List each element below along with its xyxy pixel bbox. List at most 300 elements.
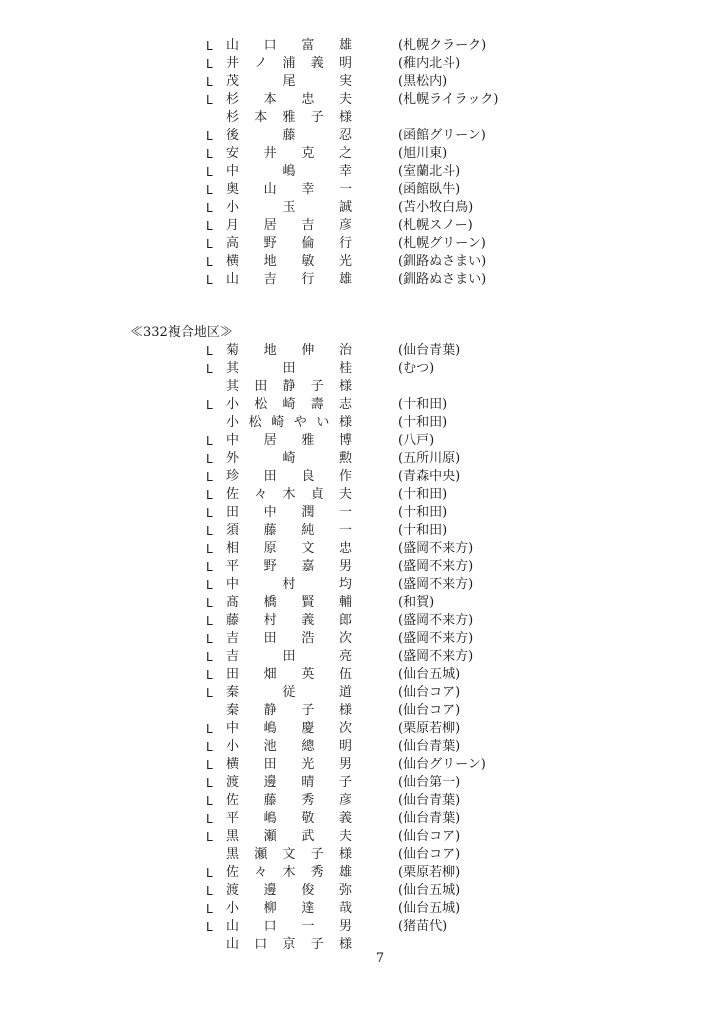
member-prefix: L bbox=[206, 596, 213, 610]
member-club: (仙台コア) bbox=[398, 703, 461, 718]
member-row bbox=[0, 432, 725, 450]
name-character: 居 bbox=[263, 218, 277, 233]
member-prefix: L bbox=[206, 668, 213, 682]
member-club: (盛岡不来方) bbox=[398, 613, 474, 628]
member-row bbox=[0, 396, 725, 414]
member-name bbox=[226, 756, 352, 774]
member-name bbox=[226, 360, 352, 378]
page-number: 7 bbox=[375, 951, 385, 966]
name-character: 富 bbox=[301, 38, 315, 53]
member-prefix: L bbox=[206, 147, 213, 161]
name-character: 後 bbox=[226, 128, 240, 143]
name-character: 佐 bbox=[226, 487, 240, 502]
member-club: (札幌グリーン) bbox=[398, 236, 486, 251]
name-character: 誠 bbox=[338, 200, 352, 215]
member-row bbox=[0, 91, 725, 109]
member-prefix: L bbox=[206, 830, 213, 844]
name-character: 原 bbox=[263, 541, 277, 556]
member-name bbox=[226, 648, 352, 666]
name-character: 光 bbox=[301, 757, 315, 772]
member-name bbox=[226, 630, 352, 648]
member-prefix: L bbox=[206, 884, 213, 898]
name-character: 文 bbox=[282, 847, 296, 862]
name-character: 本 bbox=[254, 110, 268, 125]
name-character: 輔 bbox=[338, 595, 352, 610]
name-character: 静 bbox=[263, 703, 277, 718]
member-row bbox=[0, 810, 725, 828]
member-prefix: L bbox=[206, 776, 213, 790]
member-club: (盛岡不来方) bbox=[398, 559, 474, 574]
member-club: (釧路ぬさまい) bbox=[398, 254, 487, 269]
name-character: 口 bbox=[263, 38, 277, 53]
member-name bbox=[226, 702, 352, 720]
name-character: 文 bbox=[301, 541, 315, 556]
member-club: (猪苗代) bbox=[398, 919, 448, 934]
member-club: (仙台グリーン) bbox=[398, 757, 486, 772]
member-prefix: L bbox=[206, 542, 213, 556]
member-prefix: L bbox=[206, 434, 213, 448]
name-character: 小 bbox=[226, 901, 240, 916]
member-club: (仙台青葉) bbox=[398, 793, 461, 808]
name-character: 雅 bbox=[301, 433, 315, 448]
member-row bbox=[0, 145, 725, 163]
member-club: (栗原若柳) bbox=[398, 865, 461, 880]
member-row bbox=[0, 900, 725, 918]
member-row bbox=[0, 163, 725, 181]
name-character: 達 bbox=[301, 901, 315, 916]
name-character: 木 bbox=[282, 865, 296, 880]
name-character: 々 bbox=[254, 487, 268, 502]
member-prefix: L bbox=[206, 524, 213, 538]
member-name bbox=[226, 109, 352, 127]
name-character: 野 bbox=[263, 559, 277, 574]
name-character: 俊 bbox=[301, 883, 315, 898]
member-row bbox=[0, 720, 725, 738]
name-character: 崎 bbox=[282, 451, 296, 466]
member-row bbox=[0, 486, 725, 504]
name-character: 様 bbox=[338, 379, 352, 394]
name-character: 嶋 bbox=[263, 811, 277, 826]
name-character: 田 bbox=[254, 379, 268, 394]
member-name bbox=[226, 414, 352, 432]
member-name bbox=[226, 522, 352, 540]
member-prefix: L bbox=[206, 165, 213, 179]
member-name bbox=[226, 918, 352, 936]
name-character: 黒 bbox=[226, 847, 240, 862]
name-character: 純 bbox=[301, 523, 315, 538]
member-name bbox=[226, 864, 352, 882]
name-character: 小 bbox=[226, 200, 240, 215]
name-character: 貞 bbox=[310, 487, 324, 502]
name-character: 雄 bbox=[338, 865, 352, 880]
name-character: 雄 bbox=[338, 272, 352, 287]
member-prefix: L bbox=[206, 920, 213, 934]
member-prefix: L bbox=[206, 398, 213, 412]
member-row bbox=[0, 235, 725, 253]
member-club: (盛岡不来方) bbox=[398, 577, 474, 592]
member-prefix: L bbox=[206, 129, 213, 143]
name-character: 哉 bbox=[338, 901, 352, 916]
name-character: 茂 bbox=[226, 74, 240, 89]
name-character: 夫 bbox=[338, 487, 352, 502]
name-character: 行 bbox=[338, 236, 352, 251]
name-character: 浦 bbox=[282, 56, 296, 71]
name-character: 義 bbox=[301, 613, 315, 628]
member-prefix: L bbox=[206, 650, 213, 664]
member-name bbox=[226, 900, 352, 918]
name-character: 子 bbox=[310, 110, 324, 125]
name-character: 小 bbox=[226, 415, 240, 430]
name-character: 夫 bbox=[338, 92, 352, 107]
name-character: 均 bbox=[338, 577, 352, 592]
member-club: (室蘭北斗) bbox=[398, 164, 461, 179]
member-row bbox=[0, 450, 725, 468]
name-character: い bbox=[316, 415, 330, 430]
member-club: (八戸) bbox=[398, 433, 435, 448]
member-row bbox=[0, 918, 725, 936]
member-club: (盛岡不来方) bbox=[398, 649, 474, 664]
member-prefix: L bbox=[206, 219, 213, 233]
name-character: 邊 bbox=[263, 775, 277, 790]
name-character: 彦 bbox=[338, 218, 352, 233]
name-character: 郎 bbox=[338, 613, 352, 628]
member-club: (函館臥牛) bbox=[398, 182, 461, 197]
member-row bbox=[0, 828, 725, 846]
member-prefix: L bbox=[206, 470, 213, 484]
name-character: 居 bbox=[263, 433, 277, 448]
member-name bbox=[226, 450, 352, 468]
member-club: (函館グリーン) bbox=[398, 128, 486, 143]
name-character: 地 bbox=[263, 343, 277, 358]
member-prefix: L bbox=[206, 812, 213, 826]
member-club: (十和田) bbox=[398, 415, 448, 430]
name-character: 子 bbox=[310, 379, 324, 394]
member-row bbox=[0, 774, 725, 792]
member-name bbox=[226, 145, 352, 163]
member-club: (栗原若柳) bbox=[398, 721, 461, 736]
member-prefix: L bbox=[206, 452, 213, 466]
name-character: 崎 bbox=[271, 415, 285, 430]
member-row bbox=[0, 522, 725, 540]
name-character: 道 bbox=[338, 685, 352, 700]
member-club: (盛岡不来方) bbox=[398, 631, 474, 646]
name-character: 吉 bbox=[226, 631, 240, 646]
name-character: 須 bbox=[226, 523, 240, 538]
member-row bbox=[0, 271, 725, 289]
name-character: 野 bbox=[263, 236, 277, 251]
name-character: 雄 bbox=[338, 38, 352, 53]
name-character: 義 bbox=[310, 56, 324, 71]
name-character: 敬 bbox=[301, 811, 315, 826]
name-character: 次 bbox=[338, 721, 352, 736]
name-character: 明 bbox=[338, 56, 352, 71]
name-character: 中 bbox=[226, 433, 240, 448]
name-character: 彦 bbox=[338, 793, 352, 808]
name-character: 黒 bbox=[226, 829, 240, 844]
member-club: (青森中央) bbox=[398, 469, 461, 484]
member-name bbox=[226, 199, 352, 217]
name-character: 渡 bbox=[226, 883, 240, 898]
name-character: 横 bbox=[226, 757, 240, 772]
name-character: 克 bbox=[301, 146, 315, 161]
name-character: 菊 bbox=[226, 343, 240, 358]
member-name bbox=[226, 91, 352, 109]
name-character: 様 bbox=[338, 415, 352, 430]
member-name bbox=[226, 253, 352, 271]
name-character: 様 bbox=[338, 703, 352, 718]
name-character: 伍 bbox=[338, 667, 352, 682]
member-name bbox=[226, 73, 352, 91]
name-character: 之 bbox=[338, 146, 352, 161]
member-row bbox=[0, 199, 725, 217]
member-row bbox=[0, 558, 725, 576]
member-name bbox=[226, 127, 352, 145]
name-character: 井 bbox=[226, 56, 240, 71]
member-name bbox=[226, 792, 352, 810]
name-character: 山 bbox=[226, 919, 240, 934]
member-prefix: L bbox=[206, 902, 213, 916]
member-prefix: L bbox=[206, 57, 213, 71]
name-character: 様 bbox=[338, 110, 352, 125]
member-name bbox=[226, 396, 352, 414]
member-prefix: L bbox=[206, 75, 213, 89]
name-character: 小 bbox=[226, 397, 240, 412]
name-character: 佐 bbox=[226, 865, 240, 880]
member-row bbox=[0, 684, 725, 702]
name-character: 忠 bbox=[301, 92, 315, 107]
name-character: 杉 bbox=[226, 110, 240, 125]
member-row bbox=[0, 792, 725, 810]
member-prefix: L bbox=[206, 578, 213, 592]
name-character: 様 bbox=[338, 847, 352, 862]
member-name bbox=[226, 378, 352, 396]
member-prefix: L bbox=[206, 201, 213, 215]
member-club: (十和田) bbox=[398, 523, 448, 538]
name-character: 松 bbox=[254, 397, 268, 412]
name-character: 亮 bbox=[338, 649, 352, 664]
name-character: 柳 bbox=[263, 901, 277, 916]
name-character: 相 bbox=[226, 541, 240, 556]
name-character: 壽 bbox=[310, 397, 324, 412]
name-character: 幸 bbox=[338, 164, 352, 179]
member-club: (むつ) bbox=[398, 361, 435, 376]
member-club: (仙台五城) bbox=[398, 667, 461, 682]
name-character: 次 bbox=[338, 631, 352, 646]
name-character: 其 bbox=[226, 379, 240, 394]
name-character: 邊 bbox=[263, 883, 277, 898]
member-club: (仙台五城) bbox=[398, 883, 461, 898]
name-character: 従 bbox=[282, 685, 296, 700]
name-character: 男 bbox=[338, 757, 352, 772]
member-row bbox=[0, 702, 725, 720]
member-name bbox=[226, 217, 352, 235]
member-name bbox=[226, 468, 352, 486]
name-character: 明 bbox=[338, 739, 352, 754]
member-prefix: L bbox=[206, 255, 213, 269]
member-row bbox=[0, 360, 725, 378]
name-character: 吉 bbox=[263, 272, 277, 287]
member-prefix: L bbox=[206, 344, 213, 358]
name-character: 田 bbox=[263, 469, 277, 484]
member-row bbox=[0, 648, 725, 666]
name-character: 嶋 bbox=[263, 721, 277, 736]
name-character: 池 bbox=[263, 739, 277, 754]
member-row bbox=[0, 55, 725, 73]
name-character: 藤 bbox=[282, 128, 296, 143]
member-name bbox=[226, 342, 352, 360]
name-character: 田 bbox=[226, 667, 240, 682]
member-row bbox=[0, 612, 725, 630]
name-character: 瀬 bbox=[263, 829, 277, 844]
name-character: 一 bbox=[301, 919, 315, 934]
member-prefix: L bbox=[206, 560, 213, 574]
member-row bbox=[0, 738, 725, 756]
member-club: (盛岡不来方) bbox=[398, 541, 474, 556]
name-character: 京 bbox=[282, 937, 296, 952]
name-character: 吉 bbox=[226, 649, 240, 664]
name-character: 男 bbox=[338, 919, 352, 934]
name-character: 外 bbox=[226, 451, 240, 466]
member-name bbox=[226, 540, 352, 558]
name-character: や bbox=[293, 415, 307, 430]
name-character: 月 bbox=[226, 218, 240, 233]
member-row bbox=[0, 540, 725, 558]
member-club: (旭川東) bbox=[398, 146, 448, 161]
name-character: 高 bbox=[226, 236, 240, 251]
member-prefix: L bbox=[206, 632, 213, 646]
name-character: 田 bbox=[282, 361, 296, 376]
member-club: (苫小牧白鳥) bbox=[398, 200, 474, 215]
member-row bbox=[0, 666, 725, 684]
name-character: 總 bbox=[301, 739, 315, 754]
name-character: 潤 bbox=[301, 505, 315, 520]
member-row bbox=[0, 342, 725, 360]
name-character: 髙 bbox=[226, 595, 240, 610]
member-name bbox=[226, 882, 352, 900]
member-club: (十和田) bbox=[398, 505, 448, 520]
name-character: 忠 bbox=[338, 541, 352, 556]
member-prefix: L bbox=[206, 614, 213, 628]
name-character: 晴 bbox=[301, 775, 315, 790]
member-row bbox=[0, 630, 725, 648]
member-row bbox=[0, 882, 725, 900]
member-name bbox=[226, 271, 352, 289]
member-row bbox=[0, 73, 725, 91]
name-character: 夫 bbox=[338, 829, 352, 844]
member-name bbox=[226, 55, 352, 73]
name-character: 忍 bbox=[338, 128, 352, 143]
member-club: (黒松内) bbox=[398, 74, 448, 89]
name-character: 井 bbox=[263, 146, 277, 161]
name-character: 嘉 bbox=[301, 559, 315, 574]
name-character: 村 bbox=[263, 613, 277, 628]
name-character: 山 bbox=[226, 937, 240, 952]
name-character: 行 bbox=[301, 272, 315, 287]
member-name bbox=[226, 486, 352, 504]
name-character: 橋 bbox=[263, 595, 277, 610]
name-character: 子 bbox=[301, 703, 315, 718]
member-club: (仙台青葉) bbox=[398, 343, 461, 358]
name-character: 田 bbox=[263, 757, 277, 772]
name-character: 博 bbox=[338, 433, 352, 448]
name-character: ノ bbox=[254, 56, 268, 71]
member-row bbox=[0, 414, 725, 432]
name-character: 弥 bbox=[338, 883, 352, 898]
name-character: 志 bbox=[338, 397, 352, 412]
member-prefix: L bbox=[206, 866, 213, 880]
member-row bbox=[0, 756, 725, 774]
member-name bbox=[226, 684, 352, 702]
member-club: (仙台青葉) bbox=[398, 811, 461, 826]
member-row bbox=[0, 864, 725, 882]
member-row bbox=[0, 37, 725, 55]
member-name bbox=[226, 163, 352, 181]
member-row bbox=[0, 378, 725, 396]
member-row bbox=[0, 846, 725, 864]
name-character: 口 bbox=[263, 919, 277, 934]
name-character: 子 bbox=[310, 847, 324, 862]
name-character: 賢 bbox=[301, 595, 315, 610]
name-character: 伸 bbox=[301, 343, 315, 358]
name-character: 尾 bbox=[282, 74, 296, 89]
name-character: 山 bbox=[226, 272, 240, 287]
name-character: 光 bbox=[338, 254, 352, 269]
member-name bbox=[226, 181, 352, 199]
member-prefix: L bbox=[206, 39, 213, 53]
name-character: 英 bbox=[301, 667, 315, 682]
name-character: 秀 bbox=[310, 865, 324, 880]
name-character: 平 bbox=[226, 811, 240, 826]
member-row bbox=[0, 576, 725, 594]
name-character: 々 bbox=[254, 865, 268, 880]
member-row bbox=[0, 594, 725, 612]
member-name bbox=[226, 828, 352, 846]
name-character: 山 bbox=[263, 182, 277, 197]
name-character: 珍 bbox=[226, 469, 240, 484]
name-character: 山 bbox=[226, 38, 240, 53]
name-character: 藤 bbox=[263, 523, 277, 538]
member-name bbox=[226, 720, 352, 738]
name-character: 嶋 bbox=[282, 164, 296, 179]
member-name bbox=[226, 774, 352, 792]
member-row bbox=[0, 217, 725, 235]
name-character: 武 bbox=[301, 829, 315, 844]
name-character: 男 bbox=[338, 559, 352, 574]
name-character: 一 bbox=[338, 182, 352, 197]
name-character: 様 bbox=[338, 937, 352, 952]
member-prefix: L bbox=[206, 722, 213, 736]
name-character: 雅 bbox=[282, 110, 296, 125]
member-prefix: L bbox=[206, 93, 213, 107]
name-character: 一 bbox=[338, 505, 352, 520]
name-character: 浩 bbox=[301, 631, 315, 646]
name-character: 杉 bbox=[226, 92, 240, 107]
name-character: 藤 bbox=[263, 793, 277, 808]
member-name bbox=[226, 738, 352, 756]
name-character: 藤 bbox=[226, 613, 240, 628]
member-prefix: L bbox=[206, 506, 213, 520]
name-character: 子 bbox=[310, 937, 324, 952]
name-character: 奥 bbox=[226, 182, 240, 197]
name-character: 田 bbox=[263, 631, 277, 646]
member-club: (仙台コア) bbox=[398, 829, 461, 844]
member-club: (札幌スノー) bbox=[398, 218, 473, 233]
member-name bbox=[226, 612, 352, 630]
member-name bbox=[226, 810, 352, 828]
name-character: 渡 bbox=[226, 775, 240, 790]
name-character: 静 bbox=[282, 379, 296, 394]
member-prefix: L bbox=[206, 686, 213, 700]
